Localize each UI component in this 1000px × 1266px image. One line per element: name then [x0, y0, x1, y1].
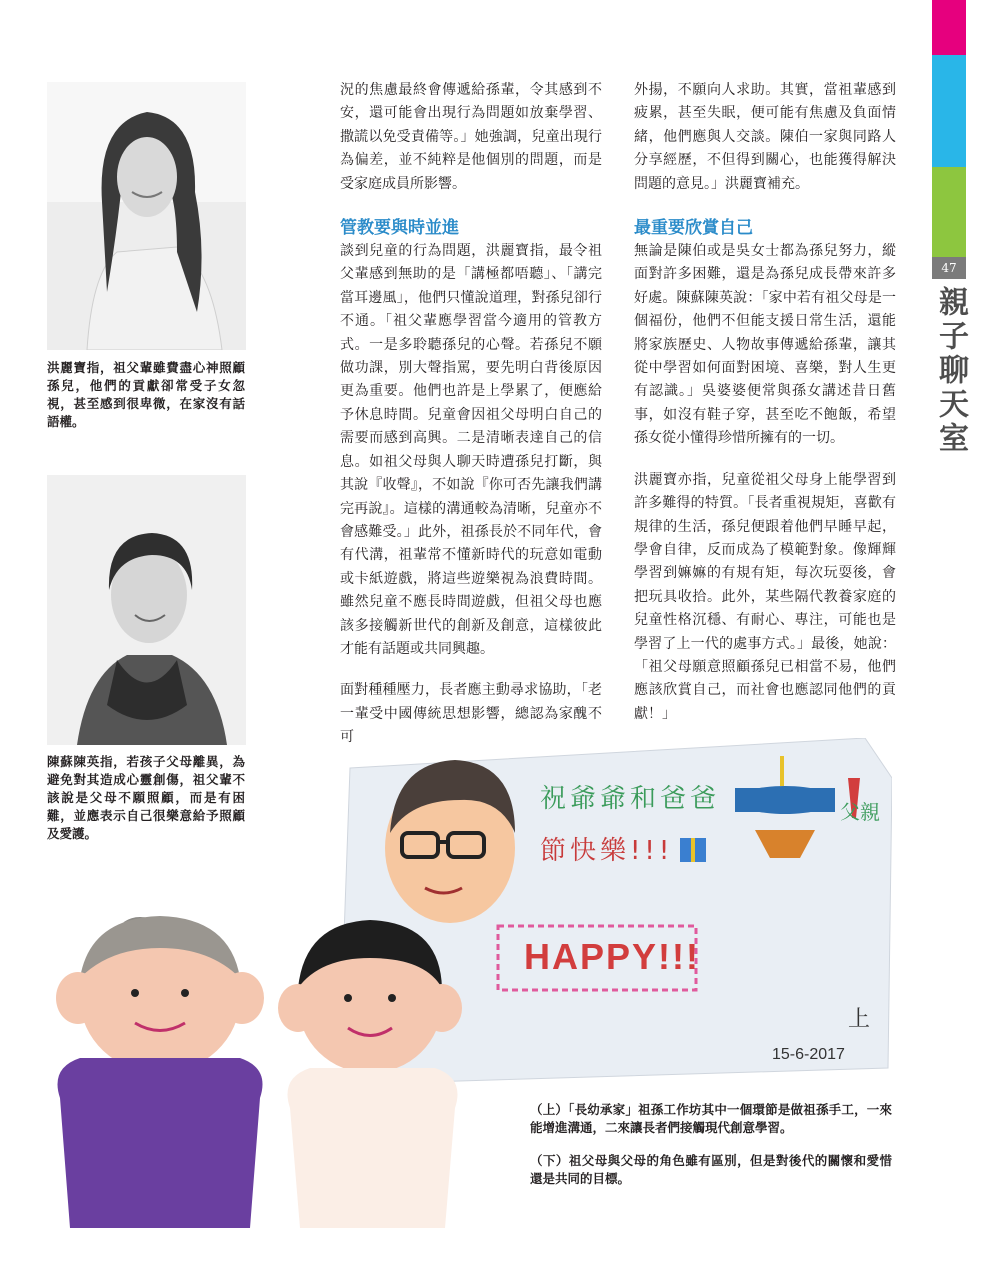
caption-bottom-top: （上）「長幼承家」祖孫工作坊其中一個環節是做祖孫手工，一來能增進溝通，二來讓長者們接觸現代創意學習。: [530, 1102, 892, 1135]
caption-photo1: 洪麗寶指，祖父輩雖費盡心神照顧孫兒，他們的貢獻卻常受子女忽視，甚至感到很卑微，在家沒有話語權。: [47, 360, 245, 429]
card-date: 15-6-2017: [772, 1046, 845, 1063]
col3-heading: 最重要欣賞自己: [634, 218, 753, 239]
col2-paragraph-2: 談到兒童的行為問題，洪麗寶指，最令祖父輩感到無助的是「講極都唔聽」、「講完當耳邊風」，他們只懂說道理，對孫兒卻行不通。「祖父輩應學習當今適用的管教方式。一是多聆聽孫兒的心聲。若孫兒不願做功課，別大聲指罵，要先明白背後原因更為重要。他們也許是上學累了，便應給予休息時間。兒童會因祖父母明白自己的需要而感到高興。二是清晰表達自己的信息。如祖父母與人聊天時遭孫兒打斷，與其說『收聲』，不如說『你可否先讓我們講完再說』。這樣的溝通較為清晰，兒童亦不會感難受。」此外，祖孫長於不同年代，會有代溝，祖輩常不懂新時代的玩意如電動或卡紙遊戲，將這些遊樂視為浪費時間。雖然兒童不應長時間遊戲，但祖父母也應該多接觸新世代的創新及創意，這樣彼此才能有話題或共同興趣。: [340, 243, 602, 657]
accent-bar-magenta: [932, 0, 966, 55]
section-title: 親子聊天室: [933, 286, 968, 456]
col3-paragraph-3: 洪麗寶亦指，兒童從祖父母身上能學習到許多難得的特質。「長者重視規矩，喜歡有規律的生活，孫兒便跟着他們早睡早起，學會自律，反而成為了模範對象。像輝輝學習到嫲嫲的有規有矩，每次玩耍後，會把玩具收拾。此外，某些隔代教養家庭的兒童性格沉穩、有耐心、專注，可能也是學習了上一代的處事方式。」最後，她說：「祖父母願意照顧孫兒已相當不易，他們應該欣賞自己，而社會也應認同他們的貢獻！」: [634, 471, 896, 722]
accent-bar-green: [932, 167, 966, 257]
col2-paragraph-1: 況的焦慮最終會傳遞給孫輩，令其感到不安，還可能會出現行為問題如放棄學習、撒謊以免受責備等。」她強調，兒童出現行為偏差，並不純粹是他個別的問題，而是受家庭成員所影響。: [340, 82, 602, 192]
puppets-illustration: [40, 888, 520, 1228]
hand-puppets-photo: [40, 888, 520, 1228]
page-number: 47: [932, 257, 966, 279]
card-greeting-line1: 祝爺爺和爸爸: [540, 784, 721, 814]
accent-bar-cyan: [932, 55, 966, 167]
caption-bottom-bottom: （下）祖父母與父母的角色雖有區別，但是對後代的關懷和愛惜還是共同的目標。: [530, 1153, 892, 1186]
portrait-illustration-2: [47, 475, 246, 745]
portrait-illustration: [47, 82, 246, 350]
col3-paragraph-2: 無論是陳伯或是吳女士都為孫兒努力，縱面對許多困難，還是為孫兒成長帶來許多好處。陳蘇陳英說：「家中若有祖父母是一個福份，他們不但能支援日常生活，還能將家族歷史、人物故事傳遞給孫輩，讓其從中學習如何面對困境、喜樂，對人生更有認識。」吳婆婆便常與孫女講述昔日舊事，如沒有鞋子穿，甚至吃不飽飯，希望孫女從小懂得珍惜所擁有的一切。: [634, 243, 896, 447]
article-column-2: [340, 79, 602, 750]
caption-photo2: 陳蘇陳英指，若孩子父母離異，為避免對其造成心靈創傷，祖父輩不該說是父母不願照顧，而是有困難，並應表示自己很樂意給予照顧及愛護。: [47, 754, 245, 841]
col2-paragraph-3: 面對種種壓力，長者應主動尋求協助，「老一輩受中國傳統思想影響，總認為家醜不可: [340, 682, 602, 746]
card-happy-text: HAPPY!!!: [524, 936, 700, 977]
portrait-chan-so-chan-ying: [47, 475, 246, 745]
col3-paragraph-1: 外揚，不願向人求助。其實，當祖輩感到疲累，甚至失眠，便可能有焦慮及負面情緒，他們應與人交談。陳伯一家與同路人分享經歷，不但得到關心，也能獲得解決問題的意見。」洪麗寶補充。: [634, 82, 896, 192]
article-column-3: [634, 79, 896, 726]
col2-heading: 管教要與時並進: [340, 218, 459, 239]
card-greeting-line2: 節快樂!!!: [540, 836, 674, 866]
card-signature: 上: [848, 1007, 871, 1032]
card-greeting-line1b: 父親: [840, 800, 880, 824]
portrait-hung-lai-po: [47, 82, 246, 350]
